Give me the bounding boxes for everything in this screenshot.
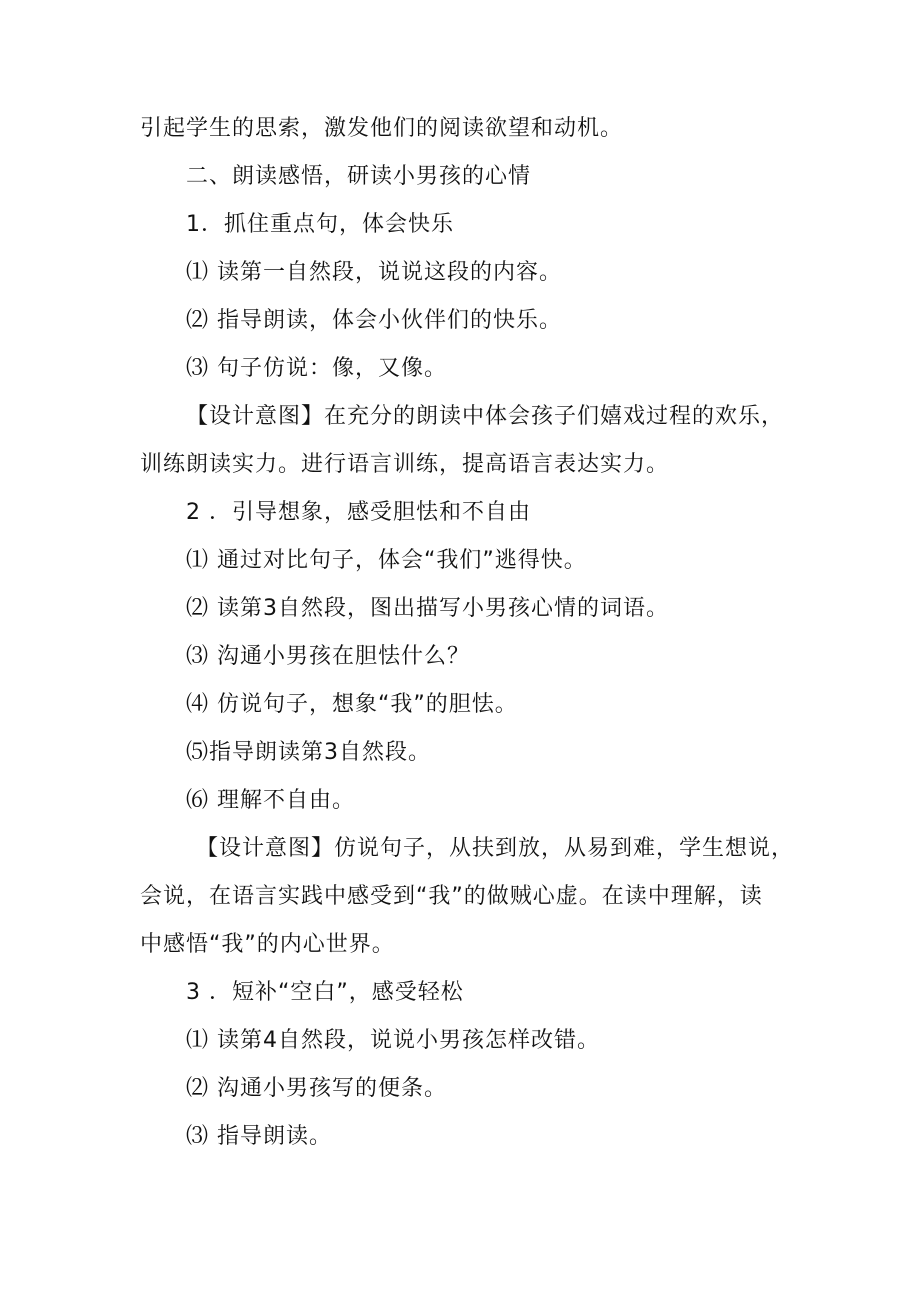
section-heading: 二、朗读感悟，研读小男孩的心情 [186, 164, 532, 189]
list-item: ⑵ 读第3自然段，图出描写小男孩心情的词语。 [186, 596, 669, 621]
list-item: ⑵ 沟通小男孩写的便条。 [186, 1076, 447, 1101]
paragraph-line: 引起学生的思索，激发他们的阅读欲望和动机。 [140, 116, 624, 141]
design-intent-line: 会说，在语言实践中感受到“我”的做贼心虚。在读中理解，读 [140, 884, 763, 909]
list-item: ⑴ 通过对比句子，体会“我们”逃得快。 [186, 548, 587, 573]
design-intent-line: 训练朗读实力。进行语言训练，提高语言表达实力。 [140, 452, 670, 477]
design-intent-line: 中感悟“我”的内心世界。 [140, 932, 395, 957]
list-item: ⑶ 指导朗读。 [186, 1124, 332, 1149]
subsection-heading: 1．抓住重点句，体会快乐 [186, 212, 454, 237]
subsection-heading: 2 ．引导想象，感受胆怯和不自由 [186, 500, 531, 525]
subsection-heading: 3 ．短补“空白”，感受轻松 [186, 980, 464, 1005]
list-item: ⑴ 读第4自然段，说说小男孩怎样改错。 [186, 1028, 600, 1053]
list-item: ⑴ 读第一自然段，说说这段的内容。 [186, 260, 562, 285]
list-item: ⑵ 指导朗读，体会小伙伴们的快乐。 [186, 308, 562, 333]
design-intent-line: 【设计意图】在充分的朗读中体会孩子们嬉戏过程的欢乐， [186, 404, 785, 429]
list-item: ⑶ 句子仿说：像，又像。 [186, 356, 447, 381]
list-item: ⑶ 沟通小男孩在胆怯什么？ [186, 644, 470, 669]
list-item: ⑷ 仿说句子，想象“我”的胆怯。 [186, 692, 518, 717]
list-item: ⑹ 理解不自由。 [186, 788, 355, 813]
list-item: ⑸指导朗读第3自然段。 [186, 740, 431, 765]
design-intent-line: 【设计意图】仿说句子，从扶到放，从易到难，学生想说， [196, 836, 795, 861]
